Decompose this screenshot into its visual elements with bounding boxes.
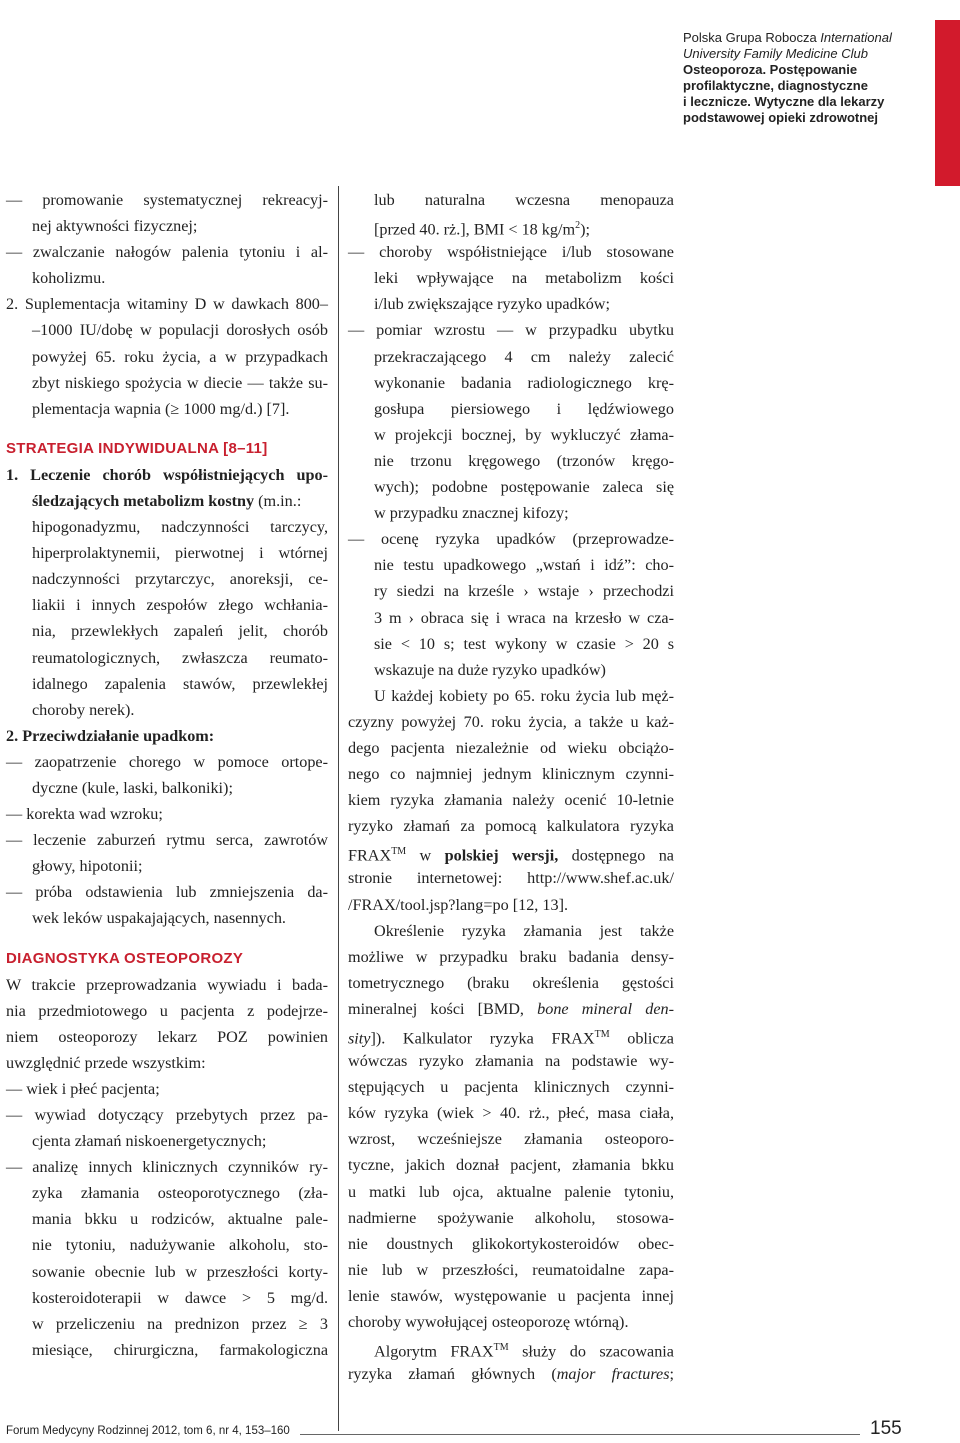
body-line: choroby wywołującej osteoporozę wtórną). (348, 1313, 629, 1332)
body-line: lenie stawów, występowanie u pacjenta innej (348, 1286, 674, 1305)
section-heading-strategy: STRATEGIA INDYWIDUALNA [8–11] (6, 439, 268, 457)
header-title-line: profilaktyczne, diagnostyczne (683, 78, 868, 93)
body-line: Określenie ryzyka złamania jest także (374, 921, 674, 940)
body-line: uwzględnić przede wszystkim: (6, 1053, 206, 1072)
body-line: ryzyka złamań głównych (major fractures; (348, 1365, 674, 1384)
body-line: — próba odstawienia lub zmniejszenia da- (6, 883, 328, 902)
body-line: dego pacjenta niezależnie od wieku obciążo- (348, 738, 674, 757)
body-line: przekraczającego 4 cm należy zalecić (374, 347, 674, 366)
left-column (6, 187, 328, 1363)
body-line: stępujących u pacjenta klinicznych czynni- (348, 1078, 674, 1097)
body-line: nie lub w przeszłości, reumatoidalne zapa- (348, 1260, 674, 1279)
body-line: — promowanie systematycznej rekreacyj- (6, 191, 328, 209)
body-line: nia, przewlekłych zapaleń jelit, chorób (32, 622, 328, 641)
body-line: ry siedzi na krześle › wstaje › przechodzi (374, 582, 674, 601)
body-line: wych); podobne postępowanie zaleca się (374, 478, 674, 497)
section-heading-diagnostics: DIAGNOSTYKA OSTEOPOROZY (6, 949, 244, 967)
body-line: FRAX™ w polskiej wersji, dostępnego na (348, 846, 674, 865)
body-line: /FRAX/tool.jsp?lang=po [12, 13]. (348, 895, 569, 914)
body-line: nie trzonu kręgowego (trzonów kręgo- (374, 451, 674, 470)
body-line: czyzny powyżej 70. roku życia, a także u każ- (348, 712, 674, 731)
body-line: i/lub zwiększające ryzyko upadków; (374, 295, 610, 314)
body-line: tyczne, jakich doznał pacjent, złamania bkku (348, 1156, 674, 1175)
body-line: możliwe w przypadku braku badania densy- (348, 947, 674, 966)
body-line: — wiek i płeć pacjenta; (6, 1079, 160, 1098)
body-line: ryzyko złamań za pomocą kalkulatora ryzyka (348, 817, 674, 836)
body-line: wówczas ryzyko złamania na podstawie wy- (348, 1052, 674, 1071)
body-line: Algorytm FRAX™ służy do szacowania (374, 1342, 674, 1361)
body-line: wykonanie badania radiologicznego krę- (374, 373, 674, 392)
body-line: sie < 10 s; test wykony w czasie > 20 s (374, 634, 674, 653)
body-line: gosłupa piersiowego i lędźwiowego (374, 399, 674, 418)
page-number: 155 (870, 1418, 902, 1439)
body-line: w przypadku znacznej kifozy; (374, 504, 569, 523)
body-line: zbyt niskiego spożycia w diecie — także su- (32, 373, 328, 392)
body-line: mineralnej kości [BMD, bone mineral den- (348, 999, 674, 1018)
body-line: sowanie obecnie lub w przeszłości korty- (32, 1262, 328, 1281)
body-line: –1000 IU/dobę w populacji dorosłych osób (32, 321, 328, 340)
body-line: tometrycznego (braku określenia gęstości (348, 973, 674, 992)
body-line: W trakcie przeprowadzania wywiadu i bada- (6, 975, 328, 994)
body-line: — choroby współistniejące i/lub stosowane (348, 243, 674, 262)
body-line: — zaopatrzenie chorego w pomoce ortope- (6, 752, 328, 771)
body-line: plementacja wapnia (≥ 1000 mg/d.) [7]. (32, 399, 290, 418)
body-line: hipogonadyzmu, nadczynności tarczycy, (32, 518, 328, 537)
body-line: nie tytoniu, nadużywanie alkoholu, sto- (32, 1236, 328, 1255)
body-line: leki wpływające na metabolizm kości (374, 269, 674, 288)
body-line: ków ryzyka (wiek > 40. rż., płeć, masa ciała, (348, 1104, 674, 1123)
body-line: 1. Leczenie chorób współistniejących upo- (6, 465, 328, 484)
right-column (348, 187, 674, 1387)
body-line: niem osteoporozy lekarz POZ powinien (6, 1027, 328, 1046)
body-line: sity]). Kalkulator ryzyka FRAX™ oblicza (348, 1029, 674, 1048)
body-line: 2. Suplementacja witaminy D w dawkach 800– (6, 295, 328, 314)
body-line: nia przedmiotowego u pacjenta z podejrze- (6, 1001, 328, 1020)
body-line: cjenta złamań niskoenergetycznych; (32, 1132, 267, 1151)
body-line: stronie internetowej: http://www.shef.ac.uk/ (348, 869, 674, 888)
body-line: wzrost, wcześniejsze złamania osteoporo- (348, 1130, 674, 1149)
header-org-line: Polska Grupa Robocza International (683, 30, 892, 45)
body-line: nego co najmniej jednym klinicznym czynni- (348, 765, 674, 784)
body-line: dyczne (kule, laski, balkoniki); (32, 778, 233, 797)
body-line: — analizę innych klinicznych czynników ry- (6, 1158, 328, 1177)
body-line: nie testu upadkowego „wstań i idź”: cho- (374, 556, 674, 575)
footer-rule (300, 1434, 860, 1435)
header-org-line-2: University Family Medicine Club (683, 46, 868, 61)
header-title-line: podstawowej opieki zdrowotnej (683, 110, 879, 125)
body-line: liakii i innych zespołów złego wchłania- (32, 596, 328, 615)
body-line: mania bkku u rodziców, aktualne pale- (32, 1210, 328, 1229)
body-line: — zwalczanie nałogów palenia tytoniu i al- (6, 243, 328, 262)
body-line: kosteroidoterapii w dawce > 5 mg/d. (32, 1288, 328, 1307)
body-line: — korekta wad wzroku; (6, 805, 163, 824)
column-divider (338, 186, 339, 1431)
body-line: w przeliczeniu na prednizon przez ≥ 3 (32, 1314, 328, 1333)
section-color-tab (935, 20, 960, 186)
body-line: U każdej kobiety po 65. roku życia lub męż- (374, 686, 674, 705)
body-line: miesiące, chirurgiczna, farmakologiczna (32, 1340, 328, 1359)
body-line: nej aktywności fizycznej; (32, 217, 198, 236)
body-line: wskazuje na duże ryzyko upadków) (374, 660, 606, 679)
body-line: głowy, hipotonii; (32, 857, 143, 876)
body-line: choroby nerek). (32, 700, 135, 719)
body-line: koholizmu. (32, 269, 106, 288)
header-title-line: i lecznicze. Wytyczne dla lekarzy (683, 94, 885, 109)
body-line: śledzających metabolizm kostny (m.in.: (32, 491, 302, 510)
body-line: — ocenę ryzyka upadków (przeprowadze- (348, 530, 674, 549)
body-line: lub naturalna wczesna menopauza (374, 191, 674, 209)
body-line: 2. Przeciwdziałanie upadkom: (6, 726, 215, 745)
body-line: reumatologicznych, zwłaszcza reumato- (32, 648, 328, 667)
body-line: hiperprolaktynemii, pierwotnej i wtórnej (32, 544, 328, 563)
body-line: nie doustnych glikokortykosteroidów obec- (348, 1234, 674, 1253)
body-line: — pomiar wzrostu — w przypadku ubytku (348, 321, 674, 340)
body-line: [przed 40. rż.], BMI < 18 $kg/m^2$); (374, 220, 590, 239)
body-line: powyżej 65. roku życia, a w przypadkach (32, 347, 328, 366)
body-line: u matki lub ojca, aktualne palenie tytoniu, (348, 1182, 674, 1201)
running-header (683, 30, 923, 126)
body-line: — wywiad dotyczący przebytych przez pa- (6, 1106, 328, 1124)
body-line: nadczynności przytarczyc, anoreksji, ce- (32, 570, 328, 589)
body-line: nadmierne spożywanie alkoholu, stosowa- (348, 1208, 674, 1227)
body-line: zyka złamania osteoporotycznego (zła- (32, 1184, 328, 1203)
body-line: kiem ryzyka złamania należy ocenić 10-letnie (348, 791, 674, 810)
body-line: w projekcji bocznej, by wykluczyć złama- (374, 425, 674, 444)
body-line: wek leków uspakajających, nasennych. (32, 909, 286, 928)
body-line: — leczenie zaburzeń rytmu serca, zawrotów (6, 831, 328, 850)
journal-citation: Forum Medycyny Rodzinnej 2012, tom 6, nr 4, 153–160 (6, 1425, 290, 1437)
header-title-line: Osteoporoza. Postępowanie (683, 62, 858, 77)
body-line: idalnego zapalenia stawów, przewlekłej (32, 674, 328, 693)
body-line: 3 m › obraca się i wraca na krzesło w cza- (374, 608, 674, 627)
